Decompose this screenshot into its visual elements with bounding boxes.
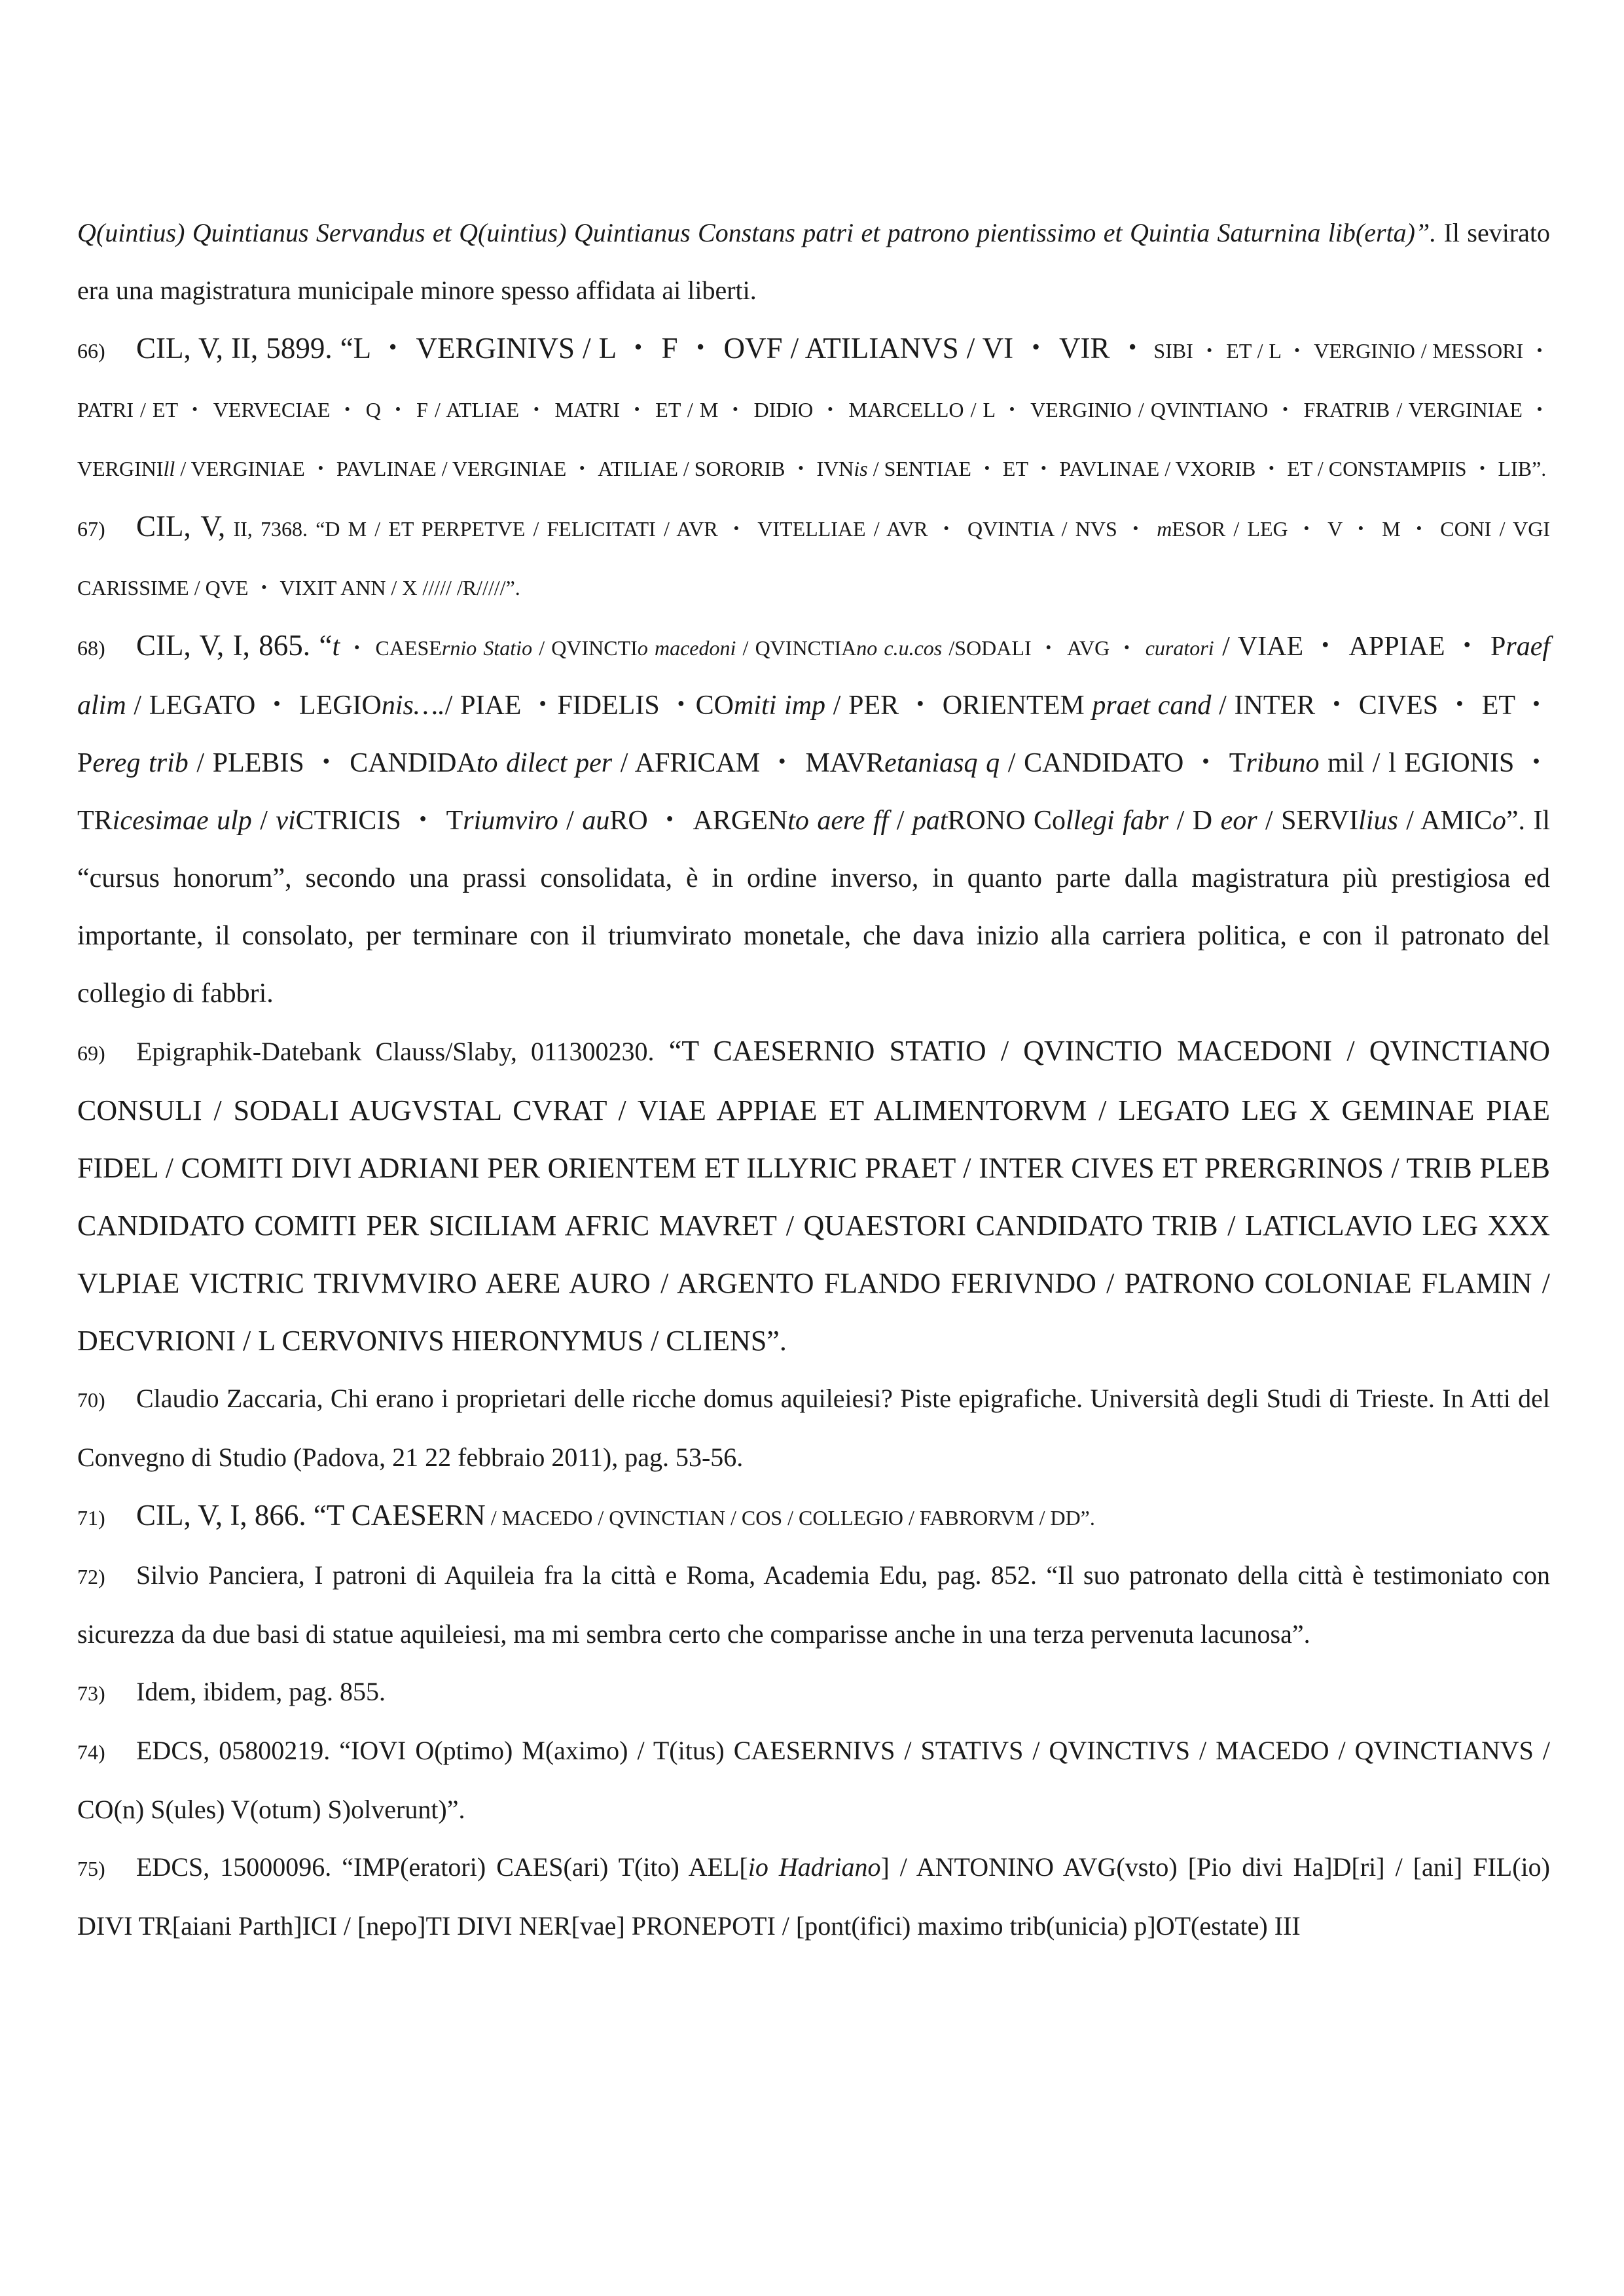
note-66: 66) CIL, V, II, 5899. “L ・ VERGINIVS / L ・ F ・ OVF / ATILIANVS / VI ・ VIR ・ SIBI ・ ET / L ・ VERGINIO / MESSORI ・ PATRI / ET ・ VERVECIAE ・ Q ・ F / ATLIAE ・ MATRI ・ ET / M ・ DIDIO ・ MARCELLO / L ・ VERGINIO / QVINTIANO ・ FRATRIB / VERGINIAE ・ VERGINIll / VERGINIAE ・ PAVLINAE / VERGINIAE ・ ATILIAE / SORORIB ・ IVNis / SENTIAE ・ ET ・ PAVLINAE / VXORIB ・ ET / CONSTAMPIIS ・ LIB”. [77,319,1550,497]
document-page [77,204,1550,1955]
note-71: 71) CIL, V, I, 866. “T CAESERN / MACEDO / QVINCTIAN / COS / COLLEGIO / FABRORVM / DD”. [77,1486,1550,1547]
note-72: 72) Silvio Panciera, I patroni di Aquileia fra la città e Roma, Academia Edu, pag. 852. “Il suo patronato della città è testimoniato con sicurezza da due basi di statue aquileiesi, ma mi sembra certo che comparisse anche in una terza pervenuta lacunosa”. [77,1547,1550,1663]
note-75: 75) EDCS, 15000096. “IMP(eratori) CAES(ari) T(ito) AEL[io Hadriano] / ANTONINO AVG(vsto) [Pio divi Ha]D[ri] / [ani] FIL(io) DIVI TR[aiani Parth]ICI / [nepo]TI DIVI NER[vae] PRONEPOTI / [pont(ifici) maximo trib(unicia) p]OT(estate) III [77,1839,1550,1955]
note-number: 66) [77,339,105,363]
note-69: 69) Epigraphik-Datebank Clauss/Slaby, 011300230. “T CAESERNIO STATIO / QVINCTIO MACEDONI / QVINCTIANO CONSULI / SODALI AUGVSTAL CVRAT / VIAE APPIAE ET ALIMENTORVM / LEGATO LEG X GEMINAE PIAE FIDEL / COMITI DIVI ADRIANI PER ORIENTEM ET ILLYRIC PRAET / INTER CIVES ET PRERGRINOS / TRIB PLEB CANDIDATO COMITI PER SICILIAM AFRIC MAVRET / QUAESTORI CANDIDATO TRIB / LATICLAVIO LEG XXX VLPIAE VICTRIC TRIVMVIRO AERE AURO / ARGENTO FLANDO FERIVNDO / PATRONO COLONIAE FLAMIN / DECVRIONI / L CERVONIVS HIERONYMUS / CLIENS”. [77,1022,1550,1370]
note-number: 75) [77,1857,105,1880]
note-number: 74) [77,1740,105,1764]
intro-paragraph [77,204,1550,319]
note-number: 71) [77,1506,105,1530]
note-number: 70) [77,1388,105,1412]
note-73: 73) Idem, ibidem, pag. 855. [77,1663,1550,1722]
note-68: 68) CIL, V, I, 865. “t ・ CAESErnio Statio / QVINCTIo macedoni / QVINCTIAno c.u.cos /SODALI ・ AVG ・ curatori / VIAE ・ APPIAE ・ Praef alim / LEGATO ・ LEGIOnis…./ PIAE ・FIDELIS ・COmiti imp / PER ・ ORIENTEM praet cand / INTER ・ CIVES ・ ET ・ Pereg trib / PLEBIS ・ CANDIDAto dilect per / AFRICAM ・ MAVRetaniasq q / CANDIDATO ・ Tribuno mil / l EGIONIS ・ TRicesimae ulp / viCTRICIS ・ Triumviro / auRO ・ ARGENto aere ff / patRONO Collegi fabr / D eor / SERVIlius / AMICo”. Il “cursus honorum”, secondo una prassi consolidata, è in ordine inverso, in quanto parte dalla magistratura più prestigiosa ed importante, il consolato, per terminare con il triumvirato monetale, che dava inizio alla carriera politica, e con il patronato del collegio di fabbri. [77,617,1550,1022]
note-70: 70) Claudio Zaccaria, Chi erano i proprietari delle ricche domus aquileiesi? Piste epigrafiche. Università degli Studi di Trieste. In Atti del Convegno di Studio (Padova, 21 22 febbraio 2011), pag. 53-56. [77,1370,1550,1486]
note-number: 69) [77,1041,105,1065]
note-number: 72) [77,1565,105,1588]
note-67: 67) CIL, V, II, 7368. “D M / ET PERPETVE / FELICITATI / AVR ・ VITELLIAE / AVR ・ QVINTIA / NVS ・ mESOR / LEG ・ V ・ M ・ CONI / VGI CARISSIME / QVE ・ VIXIT ANN / X ///// /R/////”. [77,497,1550,617]
note-number: 67) [77,517,105,541]
note-number: 68) [77,636,105,660]
intro-inscription: Q(uintius) Quintianus Servandus et Q(uintius) Quintianus Constans patri et patrono pientissimo et Quintia Saturnina lib(erta)”. [77,218,1437,247]
note-number: 73) [77,1681,105,1705]
intro-comment: Il sevirato era una magistratura municipale minore spesso affidata ai liberti. [77,218,1550,305]
note-74: 74) EDCS, 05800219. “IOVI O(ptimo) M(aximo) / T(itus) CAESERNIVS / STATIVS / QVINCTIVS / MACEDO / QVINCTIANVS / CO(n) S(ules) V(otum) S)olverunt)”. [77,1722,1550,1839]
